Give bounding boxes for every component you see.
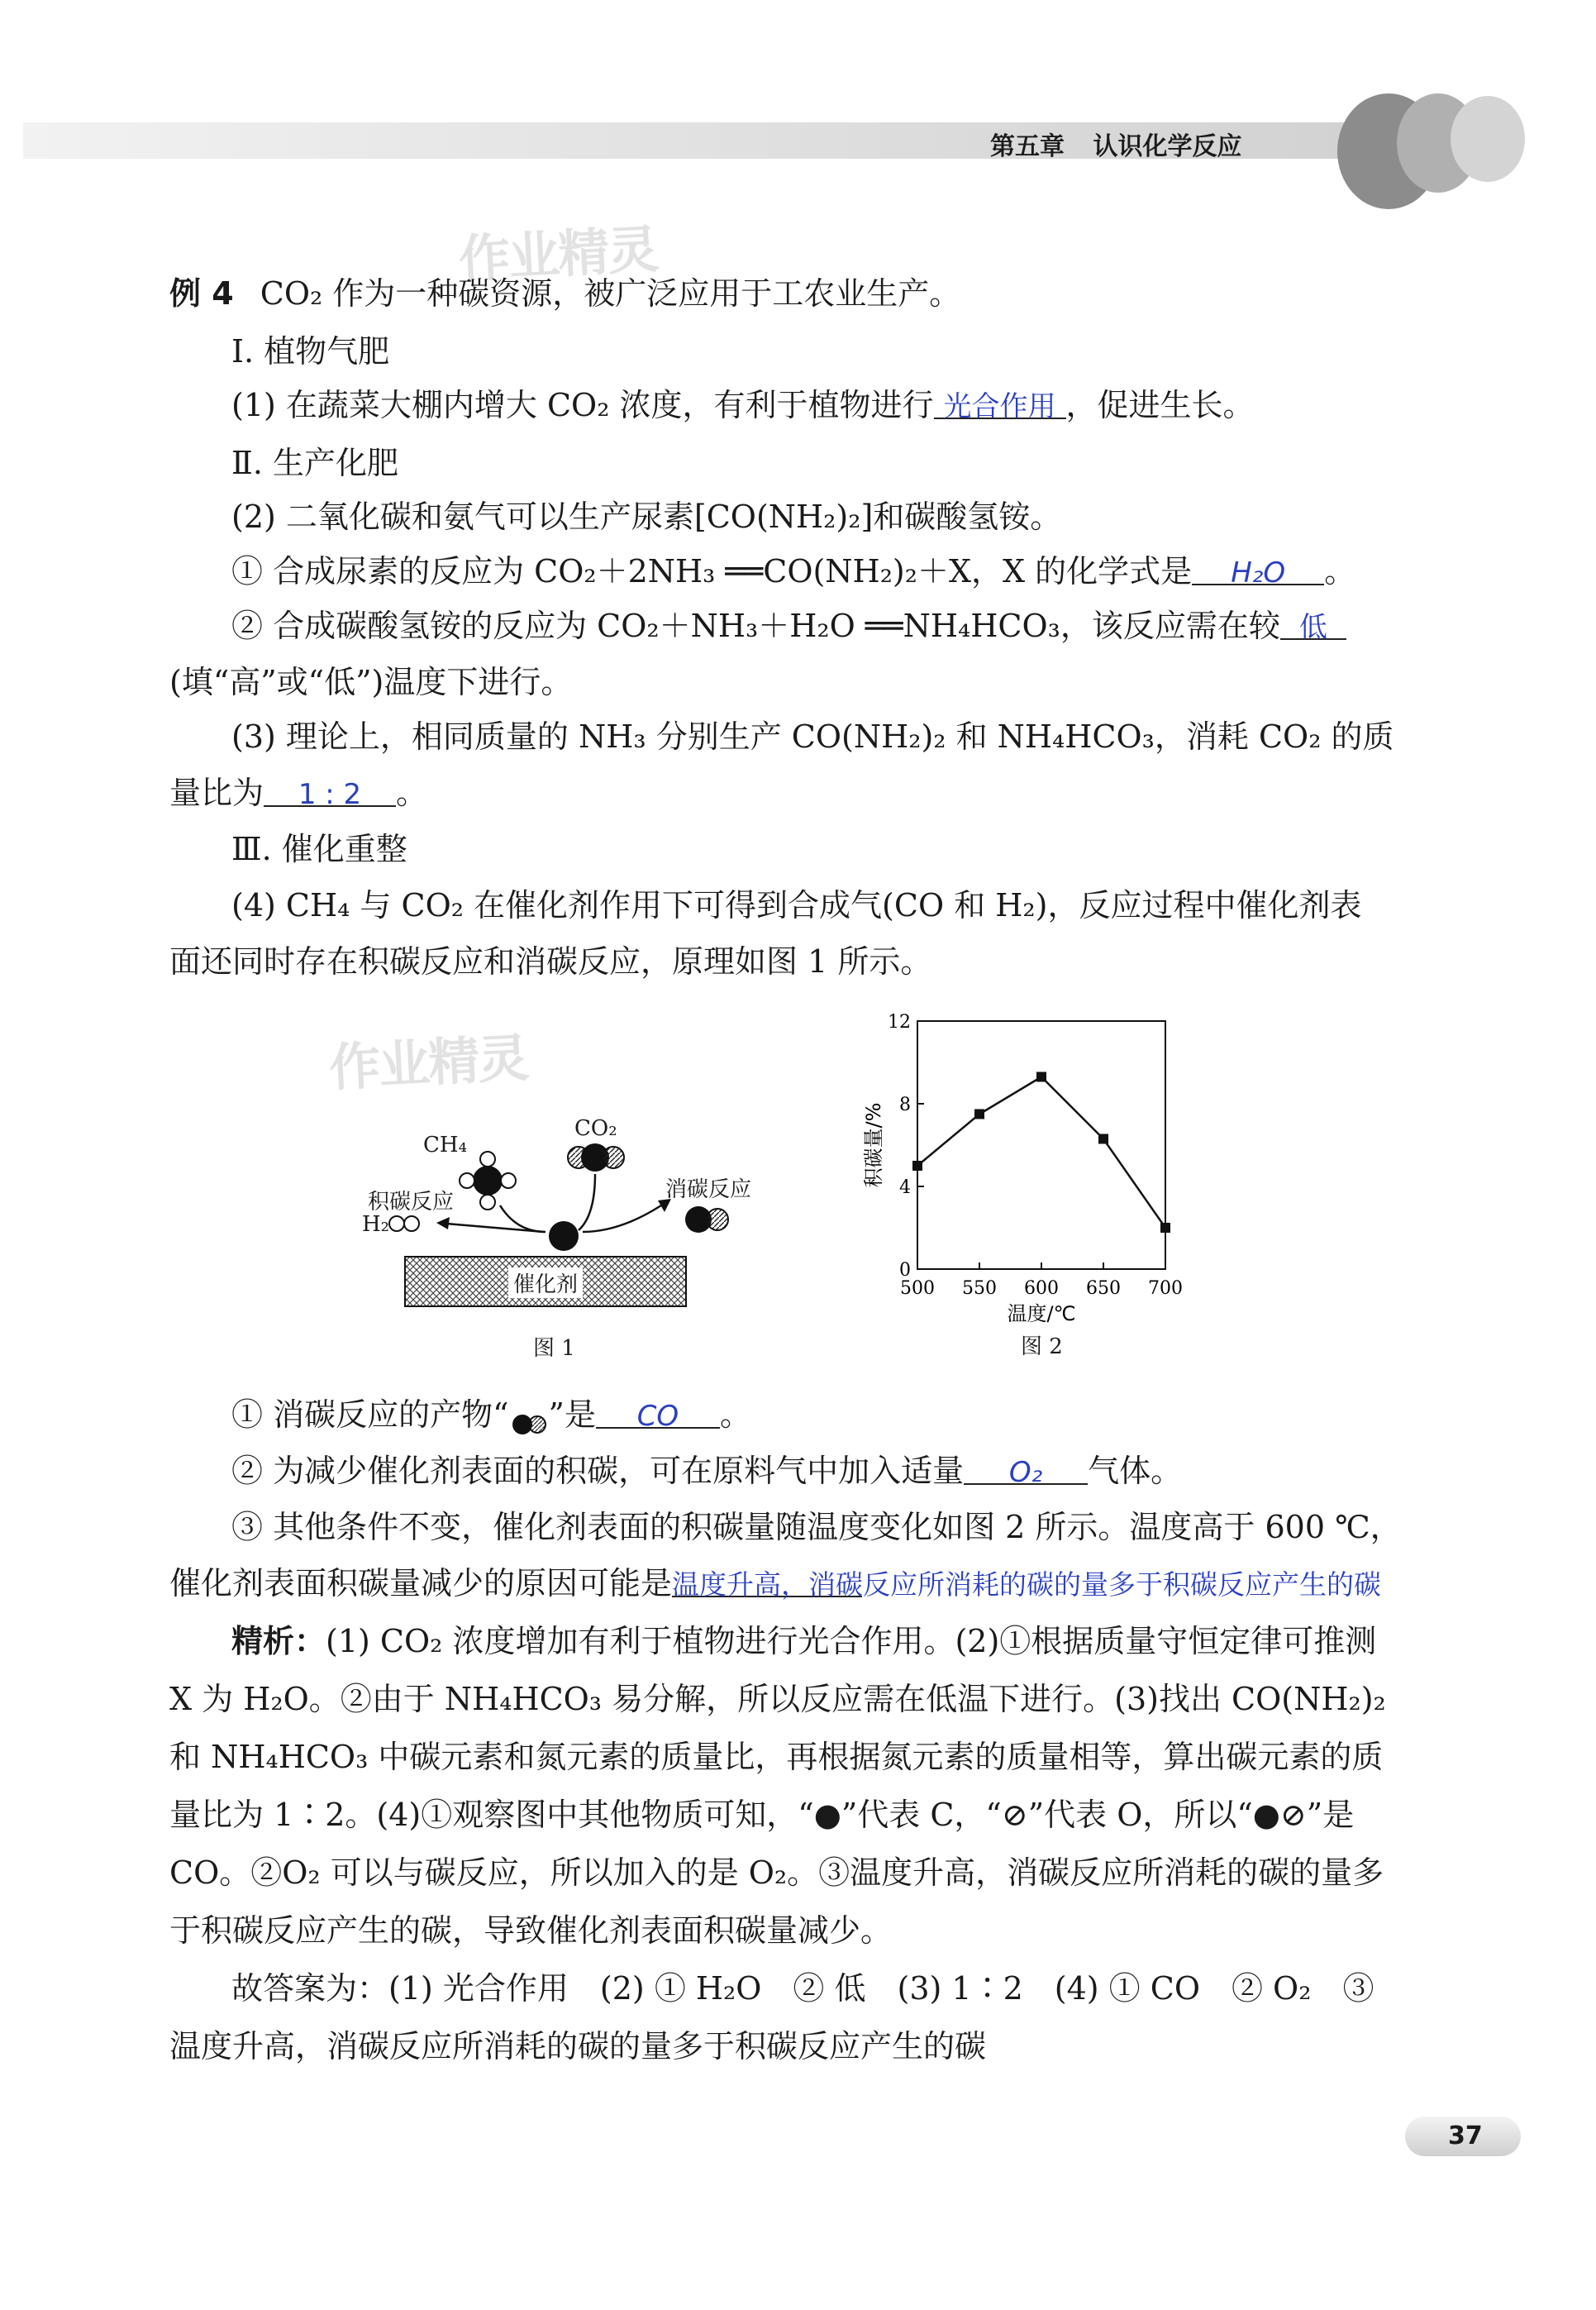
q2-2-answer: 低	[1298, 611, 1327, 644]
analysis-text: (1) CO₂ 浓度增加有利于植物进行光合作用。(2)①根据质量守恒定律可推测	[326, 1623, 1377, 1659]
q4-3-text: 催化剂表面积碳量减少的原因可能是	[169, 1565, 673, 1601]
analysis-line-5: CO。②O₂ 可以与碳反应，所以加入的是 O₂。③温度升高，消碳反应所消耗的碳的量多	[169, 1854, 1384, 1891]
answer-line-2: 温度升高，消碳反应所消耗的碳的量多于积碳反应产生的碳	[169, 2028, 987, 2064]
question-2-2-cont: (填“高”或“低”)温度下进行。	[169, 664, 573, 700]
chart-svg	[860, 1005, 1240, 1377]
q3-tail: 。	[396, 775, 428, 811]
header-decoration	[1331, 89, 1546, 213]
q4-3-answer: 温度升高，消碳反应所消耗的碳的量多于积碳反应产生的碳	[672, 1568, 1382, 1601]
q4-1-tail: 。	[719, 1396, 751, 1433]
analysis-line-1	[231, 1620, 1376, 1662]
analysis-line-4: 量比为 1∶2。(4)①观察图中其他物质可知，“●”代表 C，“⊘”代表 O，所以“●⊘”是	[169, 1797, 1355, 1833]
plot-frame	[917, 1021, 1165, 1269]
y-tick-label: 8	[899, 1095, 911, 1115]
q2-1-text: ① 合成尿素的反应为 CO₂＋2NH₃ ══CO(NH₂)₂＋X，X 的化学式是	[231, 553, 1193, 589]
figure-2	[860, 1005, 1240, 1377]
q4-3-answer-blank[interactable]	[672, 1563, 1382, 1601]
header-band	[23, 122, 1494, 159]
section-1: Ⅰ. 植物气肥	[231, 333, 390, 370]
q4-2-tail: 气体。	[1088, 1453, 1183, 1489]
q4-2-answer: O₂	[1008, 1456, 1043, 1489]
x-tick-label: 550	[962, 1278, 997, 1299]
example-intro	[169, 273, 960, 314]
chapter-title: 认识化学反应	[1093, 132, 1242, 161]
data-point	[1160, 1223, 1170, 1233]
q4-1-text: ① 消碳反应的产物“	[231, 1396, 509, 1433]
data-point	[1098, 1134, 1108, 1144]
section-3: Ⅲ. 催化重整	[231, 831, 407, 867]
question-4-3-line1: ③ 其他条件不变，催化剂表面的积碳量随温度变化如图 2 所示。温度高于 600 ℃，	[231, 1509, 1402, 1545]
question-2: (2) 二氧化碳和氨气可以生产尿素[CO(NH₂)₂]和碳酸氢铵。	[231, 499, 1062, 535]
x-tick-label: 700	[1148, 1278, 1183, 1299]
y-axis-label: 积碳量/%	[862, 1102, 885, 1188]
y-tick-label: 0	[899, 1260, 911, 1281]
analysis-label: 精析：	[231, 1623, 326, 1659]
right-reaction-label: 消碳反应	[665, 1177, 752, 1202]
section-2: Ⅱ. 生产化肥	[231, 445, 398, 481]
ch4-label: CH₄	[423, 1133, 467, 1157]
h2-label: H₂	[362, 1212, 390, 1237]
example-intro-text: CO₂ 作为一种碳资源，被广泛应用于工农业生产。	[260, 275, 961, 312]
catalyst-label: 催化剂	[508, 1267, 583, 1298]
h2-molecule	[389, 1216, 419, 1231]
chapter-number: 第五章	[990, 132, 1065, 161]
question-1	[231, 384, 1255, 426]
q2-2-text: ② 合成碳酸氢铵的反应为 CO₂＋NH₃＋H₂O ══NH₄HCO₃，该反应需在较	[231, 608, 1280, 644]
question-4-line1: (4) CH₄ 与 CO₂ 在催化剂作用下可得到合成气(CO 和 H₂)，反应过程中催化剂表	[231, 887, 1362, 924]
question-4-2	[231, 1450, 1182, 1491]
q4-1-answer-blank[interactable]	[596, 1394, 720, 1433]
q2-2-answer-blank[interactable]	[1280, 605, 1346, 644]
q3-answer: 1 : 2	[298, 778, 362, 811]
q3-text: 量比为	[169, 775, 264, 811]
q3-answer-blank[interactable]	[264, 772, 396, 811]
answer-line-1: 故答案为：(1) 光合作用 (2) ① H₂O ② 低 (3) 1∶2 (4) ① CO ② O₂ ③	[231, 1970, 1374, 2007]
q1-answer: 光合作用	[943, 390, 1056, 423]
data-point	[974, 1110, 984, 1119]
figure-1	[347, 1108, 793, 1372]
co-product	[685, 1206, 728, 1233]
carbon-atom	[549, 1221, 579, 1251]
chapter-label	[990, 126, 1241, 162]
co-molecule-symbol	[509, 1406, 549, 1430]
q1-text: (1) 在蔬菜大棚内增大 CO₂ 浓度，有利于植物进行	[231, 387, 934, 423]
question-4-line2: 面还同时存在积碳反应和消碳反应，原理如图 1 所示。	[169, 943, 932, 980]
data-point	[912, 1161, 922, 1171]
question-2-2	[231, 605, 1346, 647]
arrow-left	[446, 1224, 544, 1232]
page-number: 37	[1448, 2121, 1483, 2150]
watermark: 作业精灵	[327, 1027, 530, 1099]
y-tick-label: 12	[888, 1012, 911, 1033]
q2-1-tail: 。	[1324, 553, 1356, 589]
q2-1-answer-blank[interactable]	[1192, 551, 1324, 589]
analysis-line-6: 于积碳反应产生的碳，导致催化剂表面积碳量减少。	[169, 1912, 893, 1949]
co2-molecule	[568, 1143, 624, 1172]
question-4-3-line2	[169, 1563, 1382, 1604]
analysis-line-2: X 为 H₂O。②由于 NH₄HCO₃ 易分解，所以反应需在低温下进行。(3)找出 CO(NH₂)₂	[169, 1681, 1386, 1717]
figure-2-caption: 图 2	[1021, 1334, 1063, 1359]
x-tick-label: 650	[1086, 1278, 1121, 1299]
question-3-line2	[169, 772, 427, 814]
arrow-right	[583, 1205, 661, 1232]
co2-label: CO₂	[574, 1116, 617, 1141]
x-tick-label: 500	[900, 1278, 935, 1299]
x-axis-label: 温度/℃	[1007, 1302, 1076, 1325]
q4-2-answer-blank[interactable]	[964, 1450, 1088, 1489]
example-label: 例 4	[169, 275, 234, 312]
question-2-1	[231, 551, 1355, 592]
data-point	[1036, 1072, 1046, 1082]
q1-answer-blank[interactable]	[934, 384, 1066, 423]
q4-1-mid: ”是	[548, 1396, 596, 1433]
q4-1-answer: CO	[636, 1400, 679, 1433]
left-reaction-label: 积碳反应	[368, 1190, 455, 1215]
series-line	[917, 1077, 1165, 1229]
y-tick-label: 4	[899, 1177, 911, 1198]
ch4-molecule	[460, 1152, 516, 1210]
q2-1-answer: H₂O	[1231, 556, 1286, 589]
q4-2-text: ② 为减少催化剂表面的积碳，可在原料气中加入适量	[231, 1453, 965, 1489]
analysis-line-3: 和 NH₄HCO₃ 中碳元素和氮元素的质量比，再根据氮元素的质量相等，算出碳元素的质	[169, 1739, 1384, 1775]
question-3-line1: (3) 理论上，相同质量的 NH₃ 分别生产 CO(NH₂)₂ 和 NH₄HCO₃，消耗 CO₂ 的质	[231, 718, 1394, 755]
x-tick-label: 600	[1024, 1278, 1059, 1299]
figure-1-caption: 图 1	[533, 1336, 575, 1361]
watermark: 作业精灵	[457, 218, 660, 290]
arrow-co2-to-surface	[579, 1174, 595, 1230]
q1-tail: ，促进生长。	[1065, 387, 1255, 423]
question-4-1	[231, 1394, 751, 1435]
